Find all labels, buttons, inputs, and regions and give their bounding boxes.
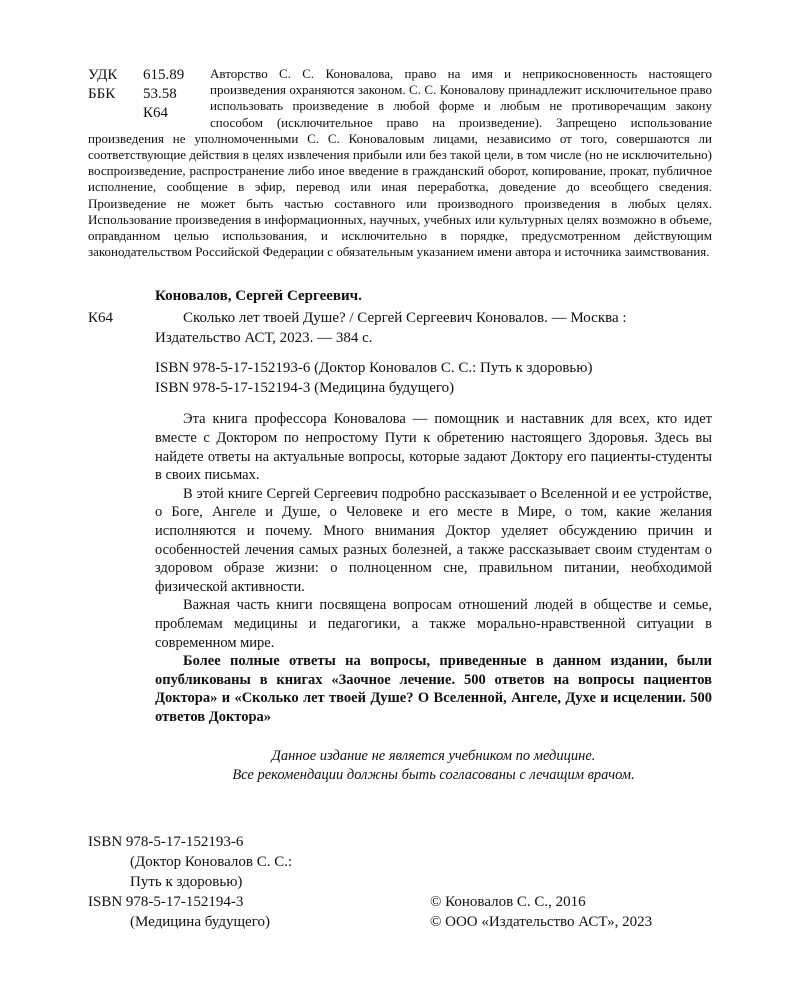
annotation-section [88, 410, 712, 726]
footer-isbn1-series-line1: (Доктор Коновалов С. С.: [130, 854, 293, 870]
isbn-block [88, 358, 712, 398]
footer-isbn1-series-line2: Путь к здоровью) [130, 874, 243, 890]
disclaimer-line-2: Все рекомендации должны быть согласованы с лечащим врачом. [232, 766, 635, 783]
catalog-section [88, 286, 712, 398]
footer-isbn2-series: (Медицина будущего) [130, 914, 270, 930]
bbk-value: 53.58 [143, 86, 177, 102]
udk-value: 615.89 [143, 67, 185, 83]
footer-isbn2-row [88, 892, 712, 912]
footer-copyright-publisher: © ООО «Издательство АСТ», 2023 [430, 914, 653, 930]
bbk-label: ББК [88, 86, 116, 102]
footer-isbn1: ISBN 978-5-17-152193-6 [88, 834, 244, 850]
footer-isbn2: ISBN 978-5-17-152194-3 [88, 894, 244, 910]
isbn-line-1: ISBN 978-5-17-152193-6 (Доктор Коновалов С. С.: Путь к здоровью) [155, 360, 593, 377]
footer-copyright-author: © Коновалов С. С., 2016 [430, 894, 586, 910]
udk-row [88, 66, 210, 85]
footer-section [88, 832, 712, 932]
catalog-entry-wrap [88, 308, 712, 348]
head-section [88, 66, 712, 260]
footer-isbn2-series-row [88, 912, 712, 932]
annotation-paragraph-3: Важная часть книги посвящена вопросам отношений людей в обществе и семье, проблемам медицины и педагогики, а также морально-нравственной ситуации в современном мире. [155, 597, 712, 651]
copyright-notice: Авторство С. С. Коновалова, право на имя и неприкосновенность настоящего произведения охраняются законом. С. С. Коновалову принадлежит исключительное право использовать произведение в любой форме и любым не противоречащим закону способом (исключительное право на произведение). Запрещено использование произведения не уполномоченными С. С. Коноваловым лицами, независимо от того, совершаются ли соответствующие действия в целях извлечения прибыли или без такой цели, в том числе (но не исключительно) воспроизведение, распространение либо иное введение в гражданский оборот, копирование, прокат, публичное исполнение, сообщение в эфир, перевод или иная переработка, доведение до всеобщего сведения. Произведение не может быть частью составного или производного произведения в любых целях. Использование произведения в информационных, научных, учебных или культурных целях возможно в объеме, оправданном целью использования, и исключительно в порядке, предусмотренном действующим законодательством Российской Федерации с обязательным указанием имени автора и источника заимствования. [88, 66, 712, 260]
udk-label: УДК [88, 67, 118, 83]
catalog-entry: Сколько лет твоей Душе? / Сергей Сергеевич Коновалов. — Москва : Издательство АСТ, 2023. — 384 с. [155, 310, 627, 347]
catalog-author: Коновалов, Сергей Сергеевич. [155, 288, 362, 305]
annotation-paragraph-2: В этой книге Сергей Сергеевич подробно рассказывает о Вселенной и ее устройстве, о Боге, Ангеле и Душе, о Человеке и его месте в Мире, о том, какие желания исполняются и почему. Много внимания Доктор уделяет обсуждению причин и особенностей лечения самых разных болезней, а также рассказывает своим студентам о здоровом образе жизни: о полноценном сне, правильном питании, необходимой физической активности. [155, 485, 712, 595]
book-code: К64 [143, 105, 169, 121]
disclaimer-line-1: Данное издание не является учебником по медицине. [271, 747, 596, 764]
bbk-row [88, 85, 210, 104]
annotation-paragraph-4: Более полные ответы на вопросы, приведенные в данном издании, были опубликованы в книгах «Заочное лечение. 500 ответов на вопросы пациентов Доктора» и «Сколько лет твоей Душе? О Вселенной, Ангеле, Духе и исцелении. 500 ответов Доктора» [155, 653, 712, 725]
annotation-paragraph-1: Эта книга профессора Коновалова — помощник и наставник для всех, кто идет вместе с Доктором по непростому Пути к обретению настоящего Здоровья. Здесь вы найдете ответы на актуальные вопросы, которые задают Доктору его пациенты-студенты в своих письмах. [155, 411, 712, 484]
disclaimer [155, 747, 712, 785]
isbn-line-2: ISBN 978-5-17-152194-3 (Медицина будущего) [155, 380, 455, 397]
catalog-codes [88, 66, 210, 130]
catalog-entry-code: К64 [88, 310, 114, 327]
